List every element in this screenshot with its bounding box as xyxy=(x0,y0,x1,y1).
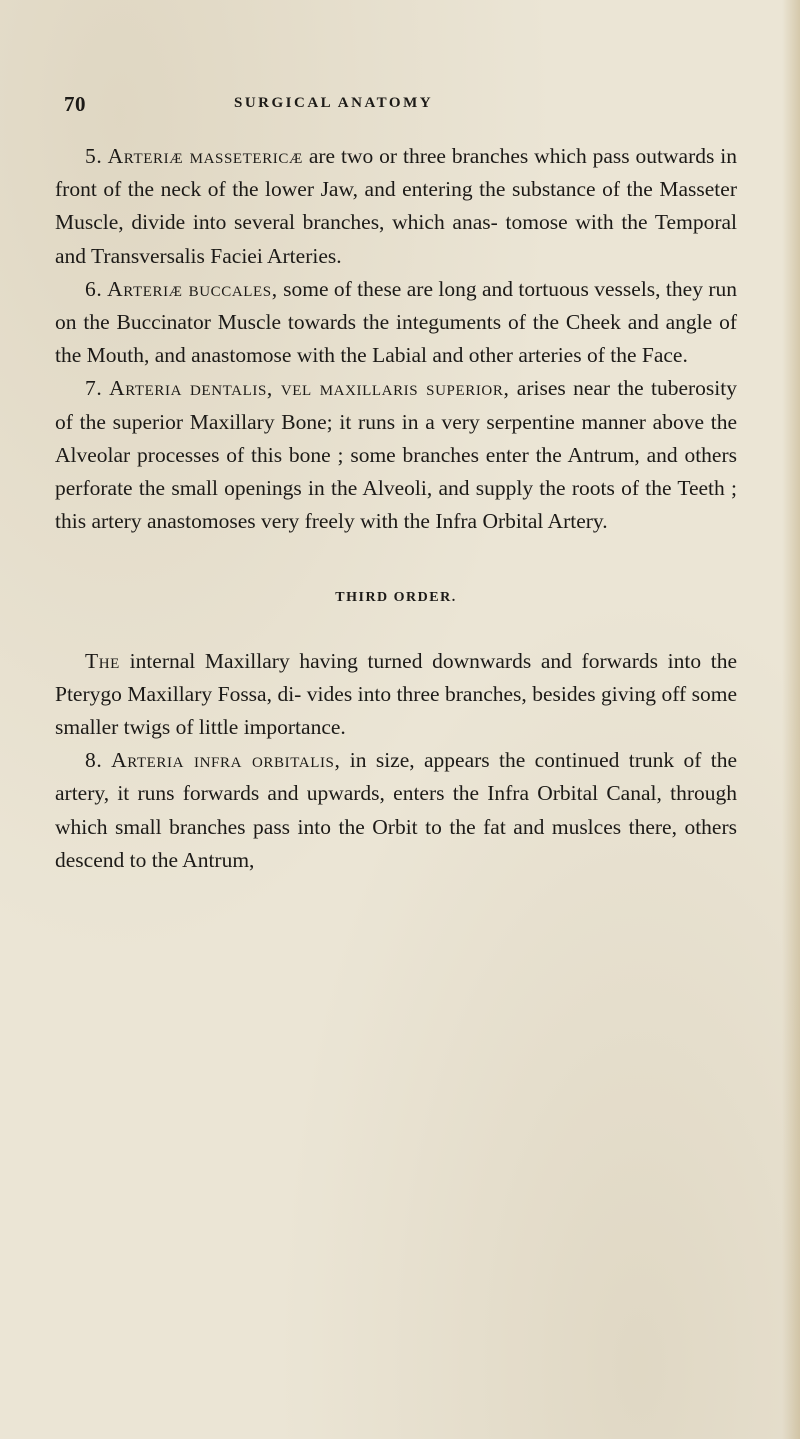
paragraph-label: 8. Arteria infra orbitalis, xyxy=(85,748,341,773)
paragraph-arteriae-massetericae xyxy=(55,140,737,273)
running-title: SURGICAL ANATOMY xyxy=(234,95,434,111)
paragraph-label: 6. Arteriæ buccales, xyxy=(85,276,278,301)
paragraph-text: some of these are long and tortuous vessels, they run on the Buccinator Muscle towards the integuments of the Cheek and angle of the Mouth, and anastomose with the Labial and other arteries of the Face. xyxy=(55,276,737,368)
paragraph-arteriae-buccales xyxy=(55,273,737,373)
section-heading: THIRD ORDER. xyxy=(335,590,457,606)
paragraph-text: are two or three branches which pass outwards in front of the neck of the lower Jaw, and entering the substance of the Masseter Muscle, divide into several branches, which anas- tomose with the Temporal and Transversalis Faciei Arteries. xyxy=(55,144,737,268)
paragraph-arteria-dentalis xyxy=(55,372,737,538)
page-header xyxy=(64,92,720,122)
paragraph-text: in size, appears the continued trunk of the artery, it runs forwards and upwards, enters the Infra Orbital Canal, through which small branches pass into the Orbit to the fat and muslces there, others descend to the Antrum, xyxy=(55,748,737,872)
paragraph-arteria-infra-orbitalis xyxy=(55,744,737,877)
paragraph-label: 5. Arteriæ massetericæ xyxy=(85,144,303,168)
paragraph-third-order-intro xyxy=(55,645,737,745)
paragraph-label: The xyxy=(85,648,120,673)
page-edge-shadow xyxy=(782,0,800,1439)
paragraph-label: 7. Arteria dentalis, vel maxillaris superior, xyxy=(85,376,510,401)
body-text xyxy=(55,140,737,877)
page-number: 70 xyxy=(64,92,86,116)
paragraph-text: internal Maxillary having turned downwards and forwards into the Pterygo Maxillary Fossa, di- vides into three branches, besides giving off some smaller twigs of little importance. xyxy=(55,648,737,740)
paragraph-text: arises near the tuberosity of the superior Maxillary Bone; it runs in a very serpentine manner above the Alveolar processes of this bone ; some branches enter the Antrum, and others perforate the small openings in the Alveoli, and supply the roots of the Teeth ; this artery anastomoses very freely with the Infra Orbital Artery. xyxy=(55,376,737,534)
